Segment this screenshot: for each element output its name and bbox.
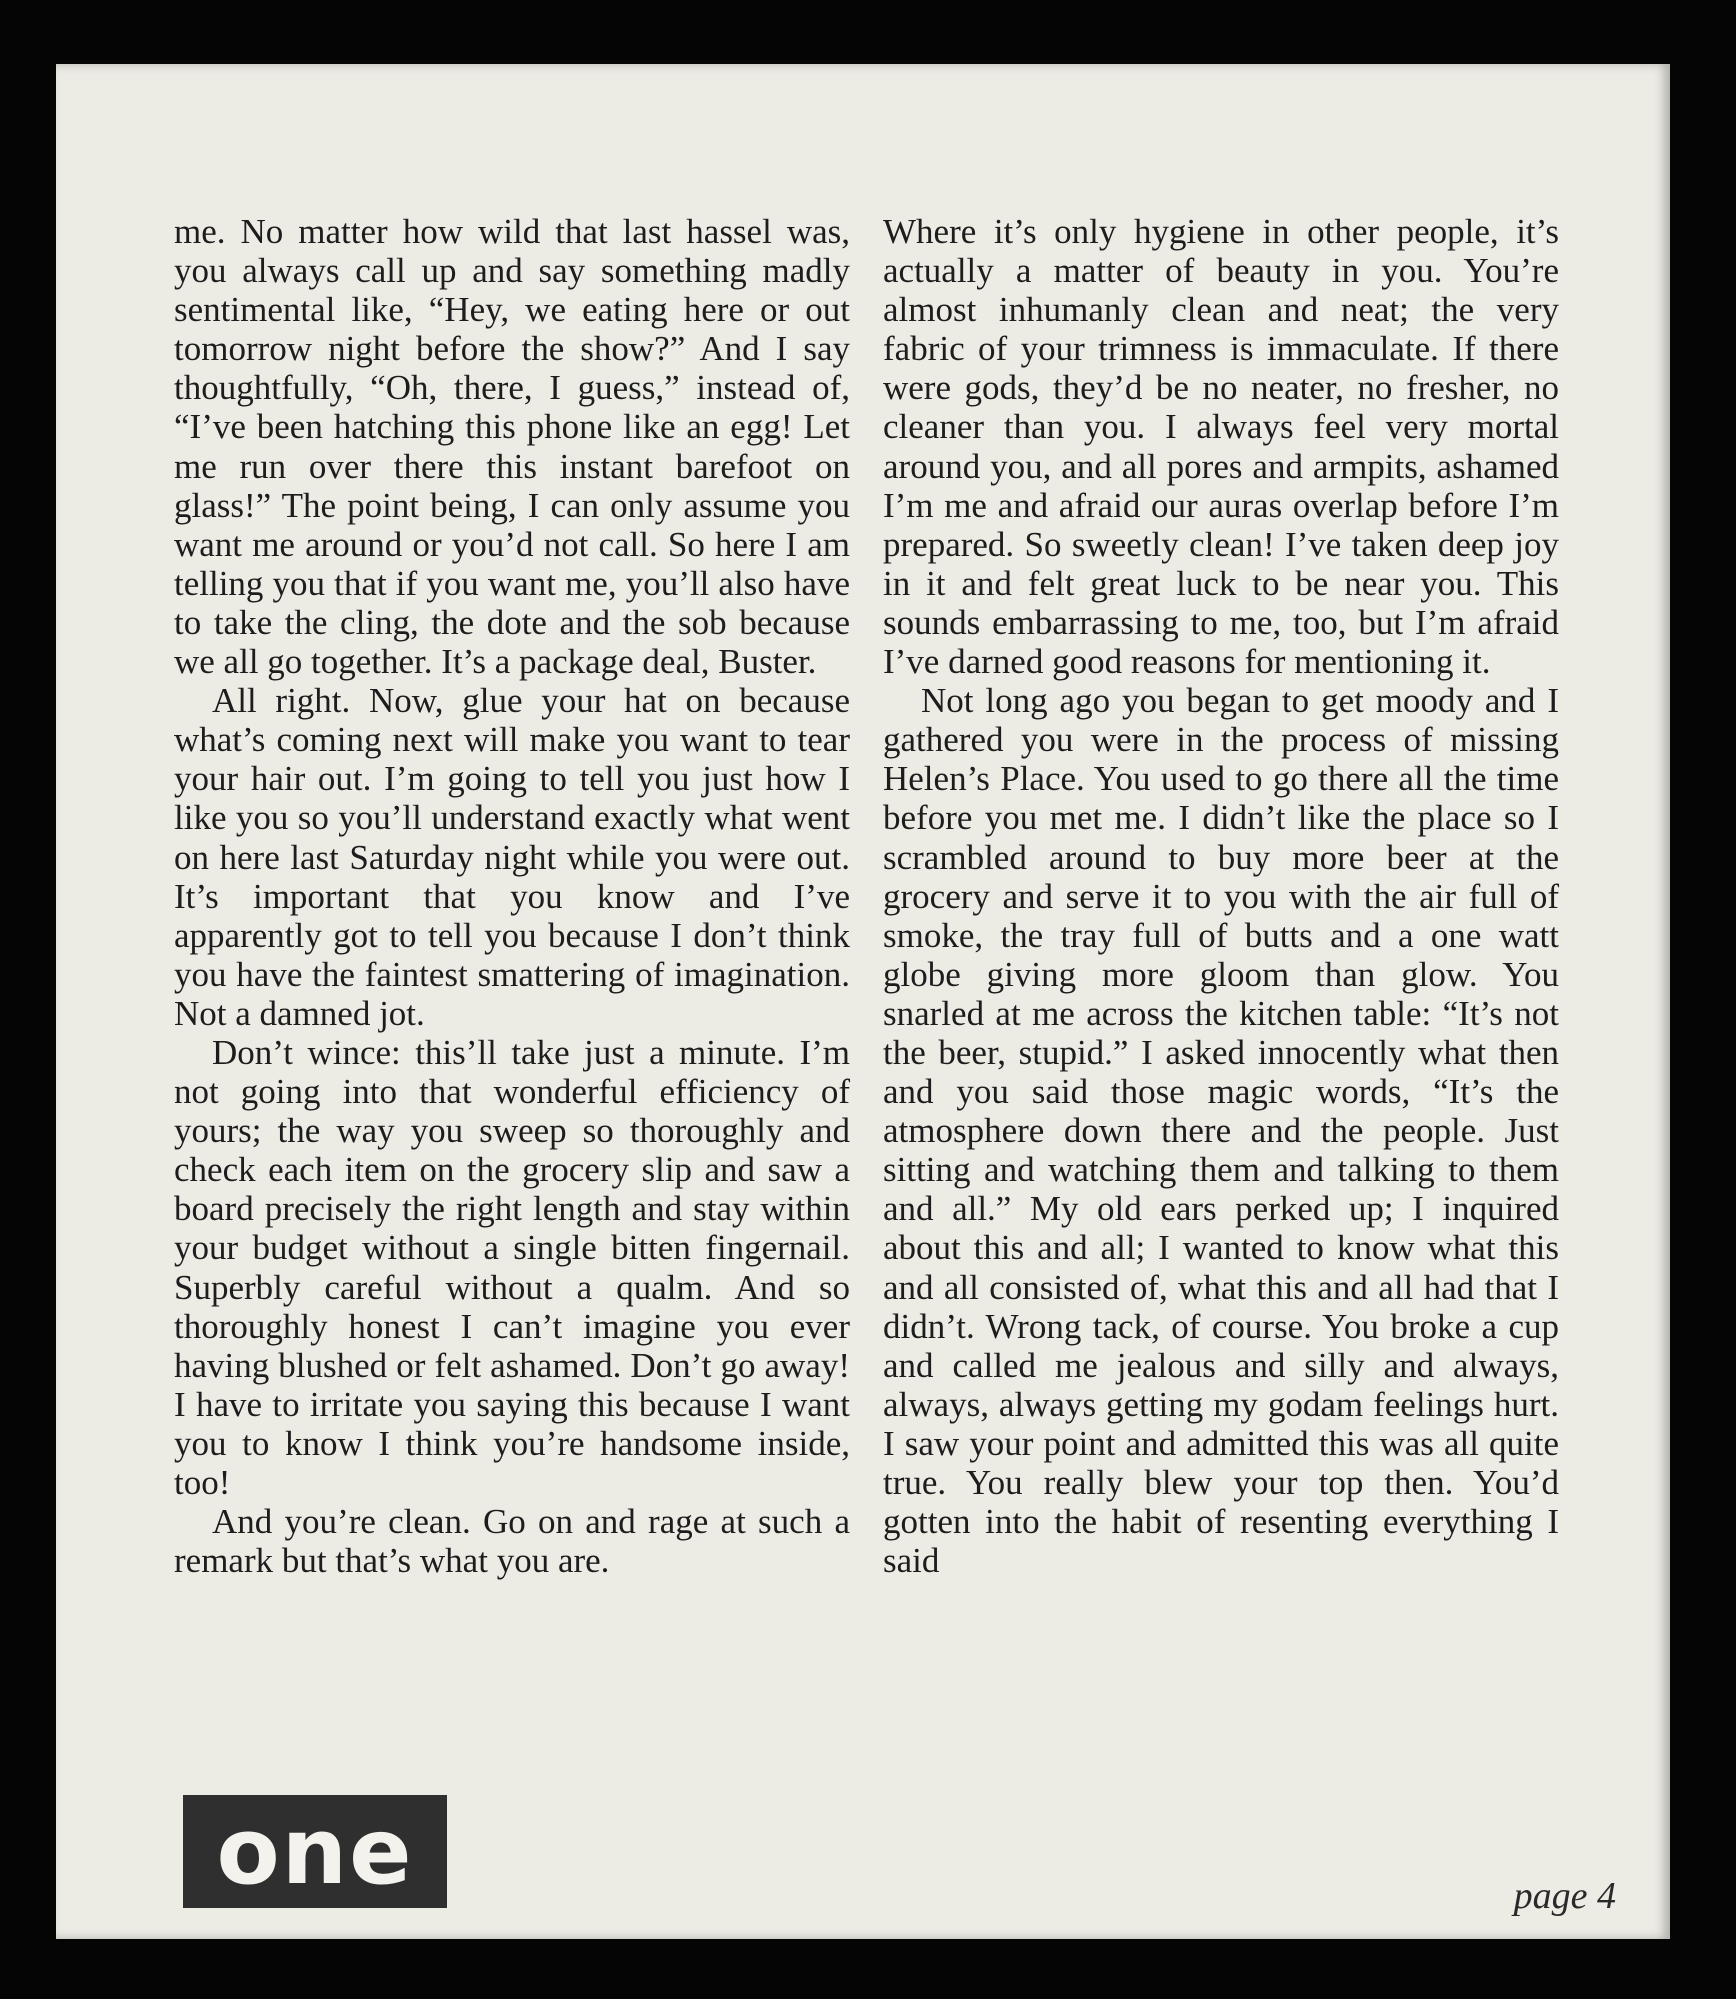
paragraph: And you’re clean. Go on and rage at such a remark but that’s what you are.: [174, 1502, 850, 1581]
page-number: page 4: [1513, 1875, 1616, 1917]
paragraph: me. No matter how wild that last hassel was, you always call up and say something madly sentimental like, “Hey, we eating here or out tomorrow night before the show?” And I say thoughtfully, “Oh, there, I guess,” instead of, “I’ve been hatching this phone like an egg! Let me run over there this instant barefoot on glass!” The point being, I can only assume you want me around or you’d not call. So here I am telling you that if you want me, you’ll also have to take the cling, the dote and the sob because we all go together. It’s a package deal, Buster.: [174, 212, 850, 682]
magazine-page: [56, 64, 1670, 1939]
paragraph: All right. Now, glue your hat on because what’s coming next will make you want to tear your hair out. I’m going to tell you just how I like you so you’ll understand exactly what went on here last Saturday night while you were out. It’s important that you know and I’ve apparently got to tell you because I don’t think you have the faintest smattering of imagination. Not a damned jot.: [174, 681, 850, 1033]
paragraph: Where it’s only hygiene in other people, it’s actually a matter of beauty in you. You’re almost inhumanly clean and neat; the very fabric of your trimness is immaculate. If there were gods, they’d be no neater, no fresher, no cleaner than you. I always feel very mortal around you, and all pores and armpits, ashamed I’m me and afraid our auras overlap before I’m prepared. So sweetly clean! I’ve taken deep joy in it and felt great luck to be near you. This sounds embarrassing to me, too, but I’m afraid I’ve darned good reasons for mentioning it.: [883, 212, 1559, 682]
right-text-column: [883, 212, 1559, 1580]
paragraph: Don’t wince: this’ll take just a minute. I’m not going into that wonderful efficiency of yours; the way you sweep so thoroughly and check each item on the grocery slip and saw a board precisely the right length and stay within your budget without a single bitten fingernail. Superbly careful without a qualm. And so thoroughly honest I can’t imagine you ever having blushed or felt ashamed. Don’t go away! I have to irritate you saying this because I want you to know I think you’re handsome inside, too!: [174, 1032, 850, 1502]
paragraph: Not long ago you began to get moody and I gathered you were in the process of missing Helen’s Place. You used to go there all the time before you met me. I didn’t like the place so I scrambled around to buy more beer at the grocery and serve it to you with the air full of smoke, the tray full of butts and a one watt globe giving more gloom than glow. You snarled at me across the kitchen table: “It’s not the beer, stupid.” I asked innocently what then and you said those magic words, “It’s the atmosphere down there and the people. Just sitting and watching them and talking to them and all.” My old ears perked up; I inquired about this and all; I wanted to know what this and all consisted of, what this and all had that I didn’t. Wrong tack, of course. You broke a cup and called me jealous and silly and always, always, always getting my godam feelings hurt. I saw your point and admitted this was all quite true. You really blew your top then. You’d gotten into the habit of resenting everything I said: [883, 681, 1559, 1581]
left-text-column: [174, 212, 850, 1580]
one-magazine-logo: one: [183, 1795, 447, 1908]
